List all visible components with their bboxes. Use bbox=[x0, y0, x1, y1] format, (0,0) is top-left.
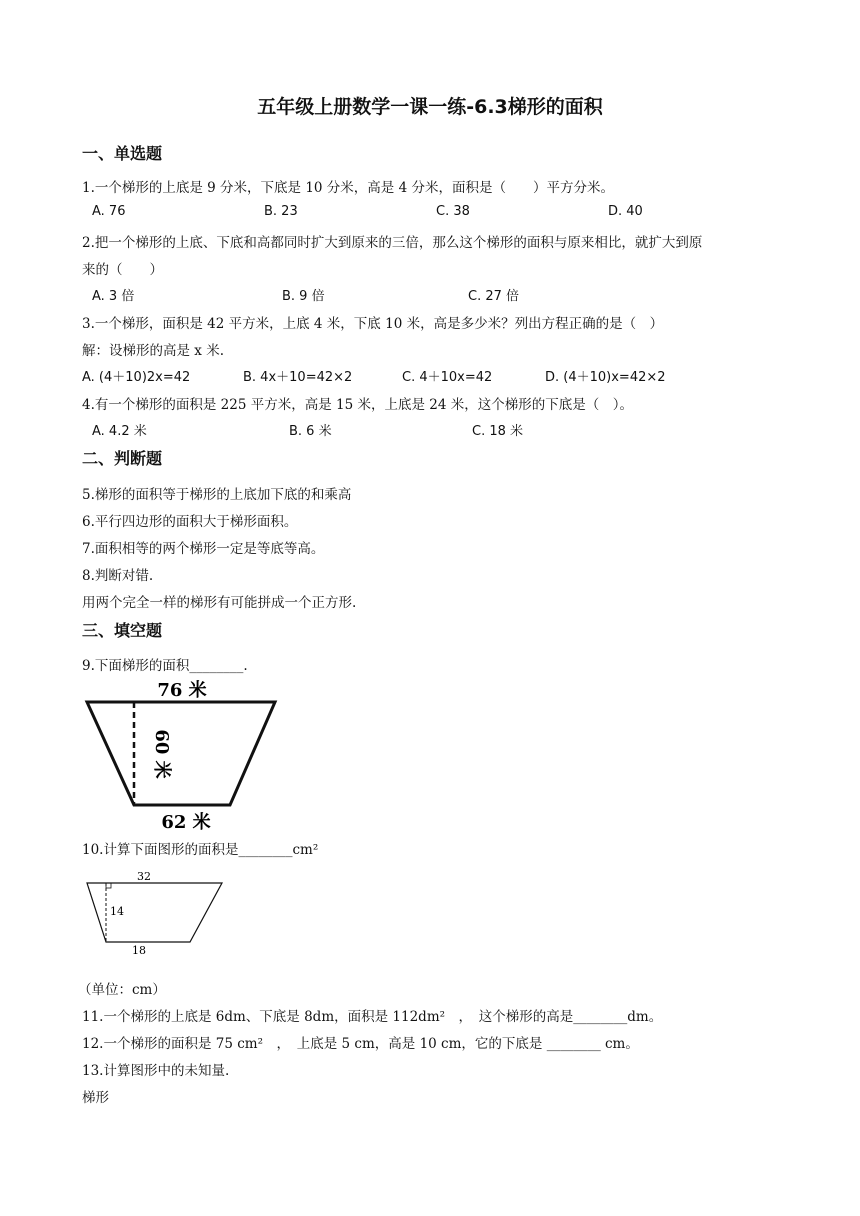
question-3-line-1: 3.一个梯形，面积是 42 平方米，上底 4 米，下底 10 米，高是多少米？列出方程正确的是（ ） bbox=[82, 316, 664, 332]
section-heading-true-false: 二、判断题 bbox=[82, 449, 163, 468]
q1-option-b[interactable]: B. 23 bbox=[264, 204, 298, 219]
q3-option-a[interactable]: A. (4＋10)2x=42 bbox=[82, 370, 191, 385]
q4-option-a[interactable]: A. 4.2 米 bbox=[92, 424, 147, 439]
q2-option-a[interactable]: A. 3 倍 bbox=[92, 289, 135, 304]
page-title: 五年级上册数学一课一练-6.3梯形的面积 bbox=[257, 96, 603, 118]
q4-option-c[interactable]: C. 18 米 bbox=[472, 424, 524, 439]
question-2-line-2: 来的（ ） bbox=[82, 262, 163, 278]
height-label: 14 bbox=[110, 905, 124, 918]
q3-option-c[interactable]: C. 4＋10x=42 bbox=[402, 370, 493, 385]
question-7: 7.面积相等的两个梯形一定是等底等高。 bbox=[82, 541, 325, 557]
q1-option-d[interactable]: D. 40 bbox=[608, 204, 643, 219]
height-label: 60 米 bbox=[151, 729, 172, 779]
question-8-line-1: 8.判断对错. bbox=[82, 568, 154, 584]
q4-option-b[interactable]: B. 6 米 bbox=[289, 424, 332, 439]
question-9: 9.下面梯形的面积________. bbox=[82, 658, 248, 674]
question-6: 6.平行四边形的面积大于梯形面积。 bbox=[82, 514, 298, 530]
bottom-base-label: 18 bbox=[132, 944, 146, 957]
q2-option-b[interactable]: B. 9 倍 bbox=[282, 289, 325, 304]
question-8-line-2: 用两个完全一样的梯形有可能拼成一个正方形. bbox=[82, 595, 357, 611]
section-heading-single-choice: 一、单选题 bbox=[82, 144, 163, 163]
section-heading-fill-blank: 三、填空题 bbox=[82, 621, 163, 640]
unit-note: （单位：cm） bbox=[78, 982, 166, 998]
q2-option-c[interactable]: C. 27 倍 bbox=[468, 289, 520, 304]
q1-option-a[interactable]: A. 76 bbox=[92, 204, 126, 219]
question-1: 1.一个梯形的上底是 9 分米，下底是 10 分米，高是 4 分米，面积是（ ）平方分米。 bbox=[82, 180, 614, 196]
question-13-line-2: 梯形 bbox=[82, 1090, 109, 1106]
top-base-label: 32 bbox=[137, 870, 151, 883]
question-3-line-2: 解：设梯形的高是 x 米. bbox=[82, 343, 224, 359]
right-angle-marker bbox=[106, 883, 111, 888]
question-12: 12.一个梯形的面积是 75 cm² ， 上底是 5 cm，高是 10 cm，它的下底是 ________ cm。 bbox=[82, 1036, 639, 1052]
question-11: 11.一个梯形的上底是 6dm、下底是 8dm，面积是 112dm² ， 这个梯形的高是________dm。 bbox=[82, 1009, 663, 1025]
question-5: 5.梯形的面积等于梯形的上底加下底的和乘高 bbox=[82, 487, 352, 503]
question-4: 4.有一个梯形的面积是 225 平方米，高是 15 米，上底是 24 米，这个梯形的下底是（ ）。 bbox=[82, 397, 634, 413]
top-base-label: 76 米 bbox=[157, 680, 207, 701]
q3-option-b[interactable]: B. 4x＋10=42×2 bbox=[243, 370, 353, 385]
trapezoid-outline bbox=[87, 702, 275, 805]
trapezoid-outline bbox=[87, 883, 222, 942]
q1-option-c[interactable]: C. 38 bbox=[436, 204, 470, 219]
bottom-base-label: 62 米 bbox=[161, 812, 211, 832]
question-13-line-1: 13.计算图形中的未知量. bbox=[82, 1063, 230, 1079]
q3-option-d[interactable]: D. (4＋10)x=42×2 bbox=[545, 370, 666, 385]
trapezoid-figure-q10 bbox=[82, 866, 232, 960]
question-2-line-1: 2.把一个梯形的上底、下底和高都同时扩大到原来的三倍，那么这个梯形的面积与原来相比，就扩大到原 bbox=[82, 235, 703, 251]
question-10: 10.计算下面图形的面积是________cm² bbox=[82, 842, 319, 858]
trapezoid-figure-q9 bbox=[82, 676, 282, 832]
